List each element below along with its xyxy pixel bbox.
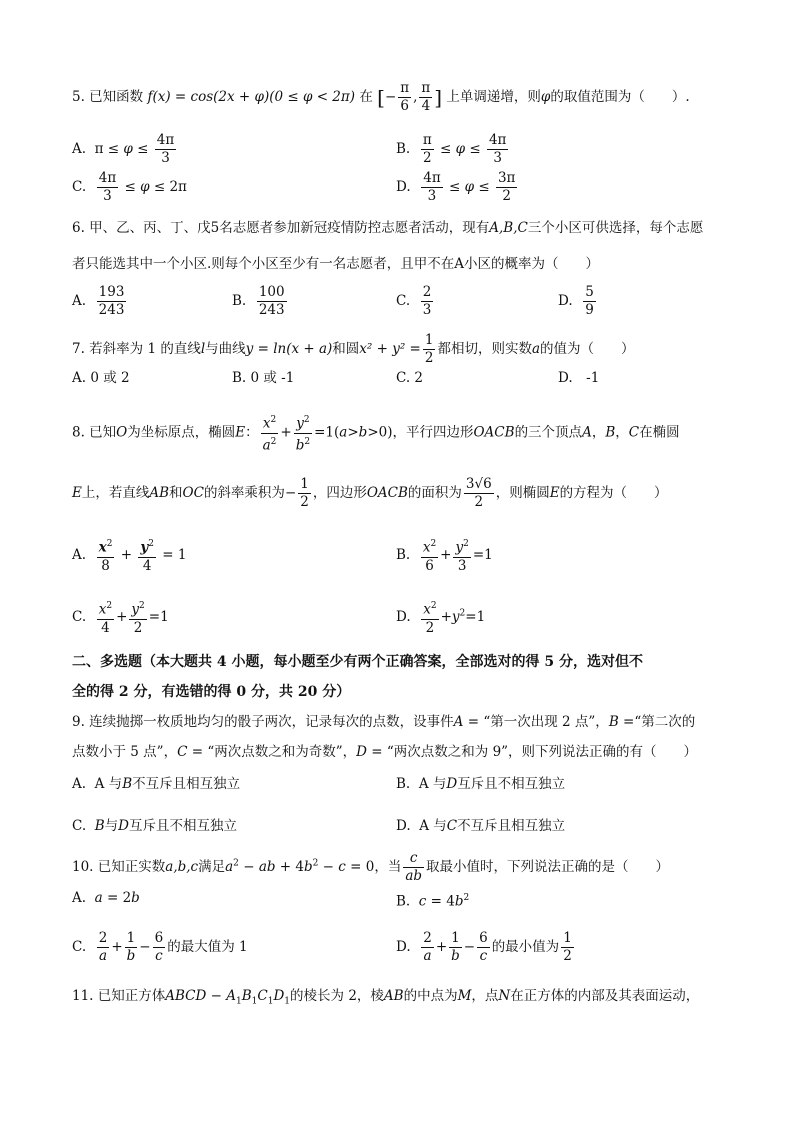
q5-text-a: 5. 已知函数 bbox=[72, 89, 144, 105]
q5-option-a: A. π ≤ φ ≤ $\frac{4\pi}{3}$ bbox=[72, 132, 175, 166]
q8-option-c: C. $\frac{x^2}{4}$ + $\frac{y^2}{2}$ =1 bbox=[72, 598, 169, 637]
section-2-heading-line-1: 二、多选题（本大题共 4 小题，每小题至少有两个正确答案，全部选对的得 5 分，选对但不 bbox=[72, 654, 643, 670]
question-9-line-2: 点数小于 5 点”，C = “两次点数之和为奇数”，D = “两次点数之和为 9”，则下列说法正确的有（ ） bbox=[72, 744, 698, 760]
q5-option-b: B. $\frac{\pi}{2}$ ≤ φ ≤ $\frac{4\pi}{3}$ bbox=[396, 132, 507, 166]
q10-option-d: D. $\frac{2}{a}$ + $\frac{1}{b}$ − $\frac{6}{c}$ 的最小值为 $\frac{1}{2}$ bbox=[396, 930, 572, 964]
q9-option-b: B. A 与D互斥且不相互独立 bbox=[396, 776, 566, 792]
question-11-stem: 11. 已知正方体ABCD − $A_1B_1C_1D_1$的棱长为 2，棱AB的中点为M，点N在正方体的内部及其表面运动， bbox=[72, 988, 700, 1007]
question-10-stem: 10. 已知正实数a,b,c满足$a^2$ − ab + $4b^2 - c = 0$，当 $\frac{c}{ab}$ 取最小值时，下列说法正确的是（ ） bbox=[72, 850, 670, 884]
q5-text-c: 上单调递增，则 bbox=[446, 89, 541, 105]
q6-option-a: A. $\frac{193}{243}$ bbox=[72, 284, 125, 318]
q5-option-d: D. $\frac{4\pi}{3}$ ≤ φ ≤ $\frac{3\pi}{2}$ bbox=[396, 170, 516, 204]
q10-option-a: A. a = 2b bbox=[72, 890, 140, 906]
q9-option-a: A. A 与B不互斥且相互独立 bbox=[72, 776, 241, 792]
q10-option-b: B. $c = 4b^2$ bbox=[396, 893, 470, 910]
q9-option-d: D. A 与C不互斥且相互独立 bbox=[396, 818, 566, 834]
q7-option-d: D. -1 bbox=[558, 370, 600, 386]
q5-option-c: C. $\frac{4\pi}{3}$ ≤ φ ≤ 2π bbox=[72, 170, 187, 204]
section-2-heading-line-2: 全的得 2 分，有选错的得 0 分，共 20 分） bbox=[72, 684, 351, 700]
q8-option-b: B. $\frac{x^2}{6}$ + $\frac{y^2}{3}$ =1 bbox=[396, 536, 493, 575]
q5-text-b: 在 bbox=[359, 89, 373, 105]
q6-option-c: C. $\frac{2}{3}$ bbox=[396, 284, 432, 318]
question-8-line-2: E上，若直线AB和OC的斜率乘积为− $\frac{1}{2}$ ，四边形OACB的面积为 $\frac{3√6}{2}$ ，则椭圆E的方程为（ ） bbox=[72, 476, 668, 510]
q8-option-a: A. $\frac{x^2}{8}$ + $\frac{y^2}{4}$ = 1 bbox=[72, 536, 186, 575]
question-6-line-1: 6. 甲、乙、丙、丁、戊5名志愿者参加新冠疫情防控志愿者活动，现有A,B,C三个小区可供选择，每个志愿 bbox=[72, 220, 704, 236]
q7-option-c: C. 2 bbox=[396, 370, 424, 386]
q7-option-a: A. 0 或 2 bbox=[72, 370, 130, 386]
question-7-stem: 7. 若斜率为 1 的直线l与曲线y = ln(x + a)和圆x² + y² = $\frac{1}{2}$ 都相切，则实数a的值为（ ） bbox=[72, 332, 635, 366]
q9-option-c: C. B与D互斥且不相互独立 bbox=[72, 818, 237, 834]
question-8-line-1: 8. 已知O为坐标原点，椭圆E： $\frac{x^2}{a^2}$ + $\frac{y^2}{b^2}$ =1(a>b>0)，平行四边形OACB的三个顶点A，B，C在椭圆 bbox=[72, 412, 680, 454]
q10-option-c: C. $\frac{2}{a}$ + $\frac{1}{b}$ − $\frac{6}{c}$ 的最大值为 1 bbox=[72, 930, 248, 964]
q6-option-b: B. $\frac{100}{243}$ bbox=[232, 284, 285, 318]
q5-function: f(x) = cos(2x + φ)(0 ≤ φ < 2π) bbox=[147, 89, 356, 105]
question-5-stem: 5. 已知函数 f(x) = cos(2x + φ)(0 ≤ φ < 2π) 在 [− $\frac{\pi}{6}$ , $\frac{\pi}{4}$ ] 上单调递增，则φ的取值范围为（ ）. bbox=[72, 80, 690, 114]
question-9-line-1: 9. 连续抛掷一枚质地均匀的骰子两次，记录每次的点数，设事件A = “第一次出现 2 点”，B =“第二次的 bbox=[72, 714, 696, 730]
q6-option-d: D. $\frac{5}{9}$ bbox=[558, 284, 594, 318]
q8-option-d: D. $\frac{x^2}{2}$ $+y^2=1$ bbox=[396, 598, 485, 637]
q5-text-d: 的取值范围为（ ）. bbox=[550, 89, 690, 105]
question-6-line-2: 者只能选其中一个小区.则每个小区至少有一名志愿者，且甲不在A小区的概率为（ ） bbox=[72, 256, 600, 272]
q7-option-b: B. 0 或 -1 bbox=[232, 370, 295, 386]
